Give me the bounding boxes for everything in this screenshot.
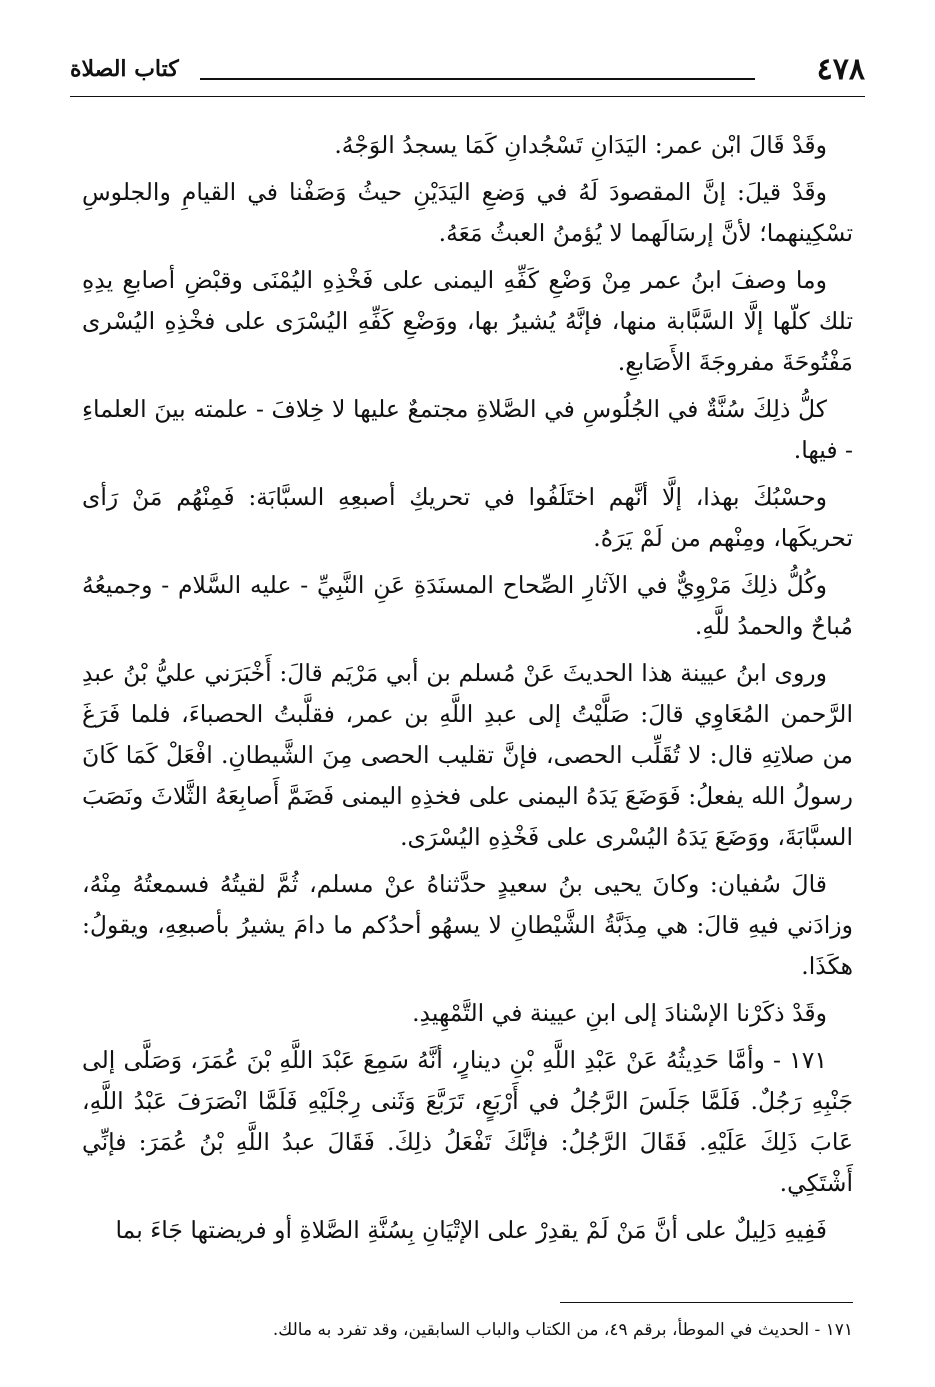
header-divider	[70, 96, 865, 97]
footnote-divider	[560, 1302, 853, 1303]
paragraph: وما وصفَ ابنُ عمر مِنْ وَضْعِ كَفِّهِ اليمنى على فَخْذِهِ اليُمْنَى وقبْضِ أصابعِ يدِهِ تلك كلّها إلَّا السَّبَّابة منها، فإنَّهُ يُشيرُ بها، ووَضْعِ كَفِّهِ اليُسْرَى على فخْذِهِ اليُسْرى مَفْتُوحَةَ مفروجَةَ الأَصَابعِ.	[82, 266, 853, 376]
paragraph: ١٧١ - وأمَّا حَدِيثُهُ عَنْ عَبْدِ اللَّهِ بْنِ دينارٍ، أنَّهُ سَمِعَ عَبْدَ اللَّهِ بْنَ عُمَرَ، وَصَلَّى إلى جَنْبِهِ رَجُلٌ. فَلَمَّا جَلَسَ الرَّجُلُ في أَرْبَعٍ، تَرَبَّعَ وَثَنى رِجْلَيْهِ فَلَمَّا انْصَرَفَ عَبْدُ اللَّهِ، عَابَ ذَلِكَ عَلَيْهِ. فَقَالَ الرَّجُلُ: فإنَّكَ تَفْعَلُ ذلِكَ. فَقَالَ عبدُ اللَّهِ بْنُ عُمَرَ: فإنِّي أَشْتَكِي.	[82, 1046, 853, 1197]
body-text	[82, 125, 853, 1257]
paragraph: وقَدْ ذكَرْنا الإسْنادَ إلى ابنِ عيينة في التَّمْهِيدِ.	[412, 999, 827, 1027]
paragraph: وقَدْ قيلَ: إنَّ المقصودَ لَهُ في وَضعِ اليَدَيْنِ حيثُ وَصَفْنا في القيامِ والجلوسِ تسْكِينهما؛ لأنَّ إرسَالَهما لا يُؤمنُ العبثُ مَعَهُ.	[82, 178, 853, 247]
header-rule	[200, 78, 755, 80]
paragraph: كلُّ ذلِكَ سُنَّةٌ في الجُلُوسِ في الصَّلاةِ مجتمعٌ عليها لا خِلافَ - علمته بينَ العلماءِ - فيها.	[82, 395, 853, 464]
footnote: ١٧١ - الحديث في الموطأ، برقم ٤٩، من الكتاب والباب السابقين، وقد تفرد به مالك.	[272, 1320, 853, 1340]
paragraph: وحسْبُكَ بهذا، إلَّا أنَّهم اختَلَفُوا في تحريكِ أصبعِهِ السبَّابَة: فَمِنْهُم مَنْ رَأى تحريكَها، ومِنْهم من لَمْ يَرَهُ.	[82, 483, 853, 552]
paragraph: وقَدْ قَالَ ابْن عمر: اليَدَانِ تَسْجُدانِ كَمَا يسجدُ الوَجْهُ.	[334, 131, 827, 159]
paragraph: وروى ابنُ عيينة هذا الحديثَ عَنْ مُسلم بن أبي مَرْيَم قالَ: أَخْبَرَني عليُّ بْنُ عبدِ الرَّحمن المُعَاوِي قالَ: صَلَّيْتُ إلى عبدِ اللَّهِ بن عمر، فقلَّبتُ الحصباءَ، فلما فَرَغَ من صلاتِهِ قال: لا تُقَلِّب الحصى، فإنَّ تقليب الحصى مِنَ الشَّيطانِ. افْعَلْ كَمَا كَانَ رسولُ الله يفعلُ: فَوَضَعَ يَدَهُ اليمنى على فخذِهِ اليمنى فَضَمَّ أَصابِعَهُ الثَّلاثَ ونَصَبَ السبَّابَةَ، ووَضَعَ يَدَهُ اليُسْرى على فَخْذِهِ اليُسْرَى.	[82, 659, 853, 851]
paragraph: فَفِيهِ دَلِيلٌ على أنَّ مَنْ لَمْ يقدِرْ على الإتْيَانِ بِسُنَّةِ الصَّلاةِ أو فريضتها جَاءَ بما	[115, 1216, 827, 1244]
paragraph: قالَ سُفيان: وكانَ يحيى بنُ سعيدٍ حدَّثناهُ عنْ مسلم، ثُمَّ لقيتُهُ فسمعتُهُ مِنْهُ، وزادَني فيهِ قالَ: هي مِذَبَّةُ الشَّيْطانِ لا يسهُو أحدُكم ما دامَ يشيرُ بأصبعِهِ، ويقولُ: هكَذَا.	[82, 870, 853, 980]
running-title: كتاب الصلاة	[70, 56, 179, 82]
page-number: ٤٧٨	[816, 52, 865, 87]
paragraph: وكُلُّ ذلِكَ مَرْوِيٌّ في الآثارِ الصِّحاح المسنَدَةِ عَنِ النَّبِيِّ - عليه السَّلام - وجميعُهُ مُباحٌ والحمدُ للَّهِ.	[82, 571, 853, 640]
page-header	[70, 52, 865, 100]
